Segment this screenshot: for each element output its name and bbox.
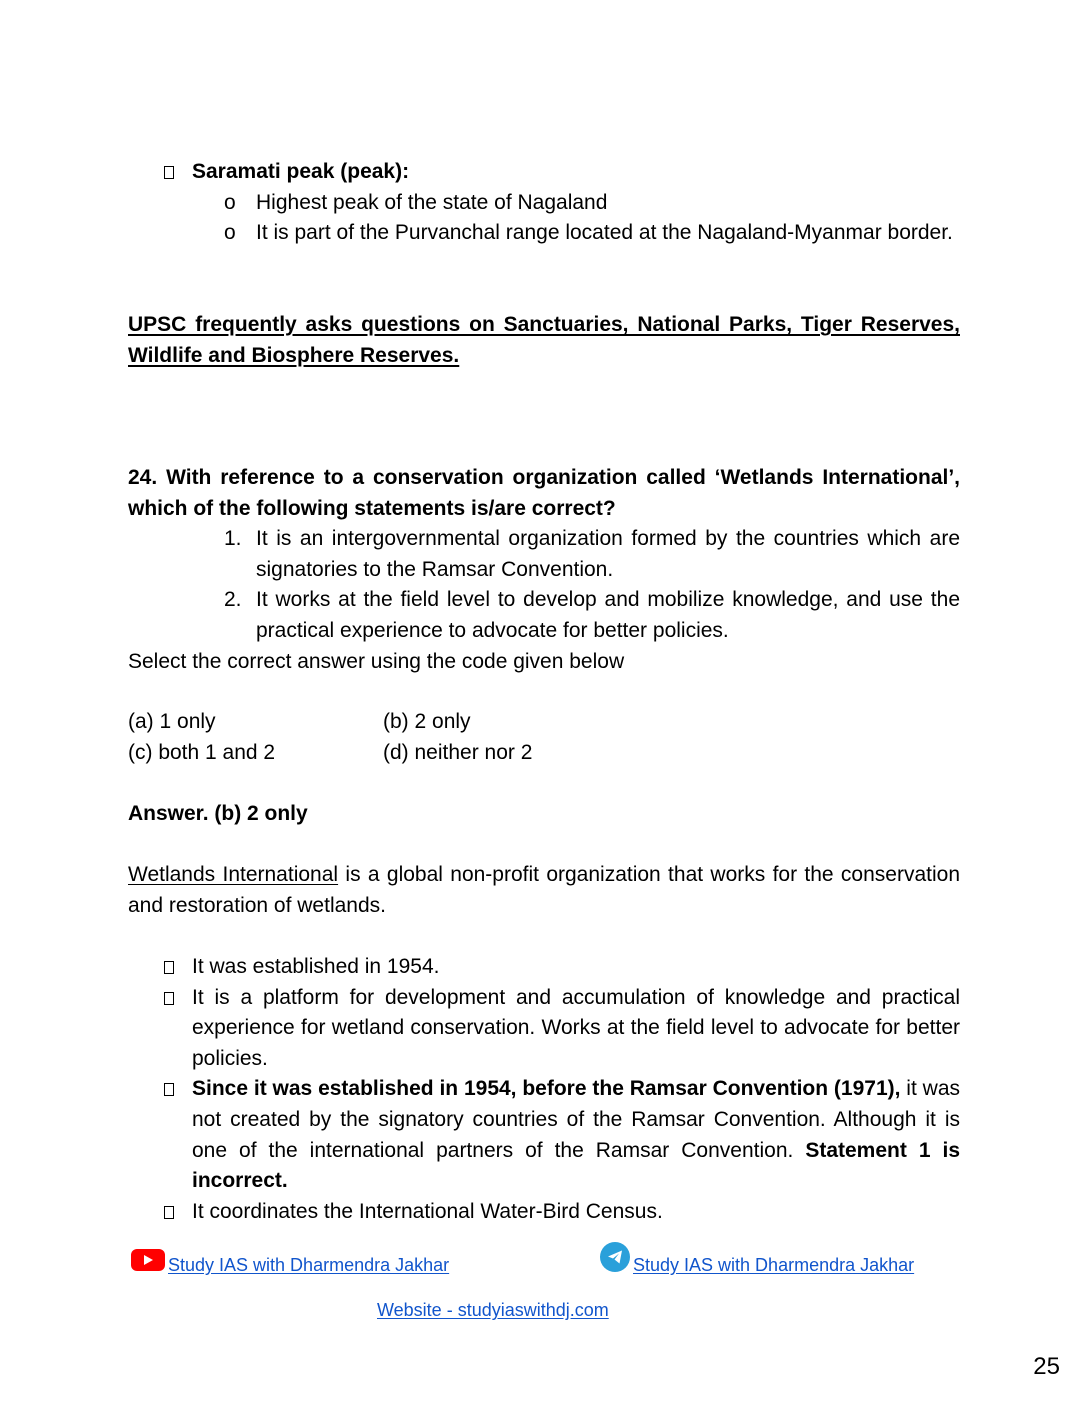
question-number: 24. [128,466,158,489]
wetlands-international-link[interactable]: Wetlands International [128,863,339,886]
circle-bullet-icon: o [224,190,236,214]
statement-item [128,585,960,646]
saramati-point: Highest peak of the state of Nagaland [256,190,608,214]
telegram-icon[interactable] [600,1242,630,1272]
square-bullet-icon [164,992,174,1005]
bullet-item [128,952,960,983]
bullet-item [128,1074,960,1196]
bullet-item [128,983,960,1075]
answer-options [128,707,728,768]
page-number: 25 [1033,1353,1060,1380]
saramati-point: It is part of the Purvanchal range located at the Nagaland-Myanmar border. [256,221,953,245]
upsc-note: UPSC frequently asks questions on Sanctuaries, National Parks, Tiger Reserves, Wildlife and Biosphere Reserves. [128,313,960,367]
sub-bullet-item [128,218,960,249]
bullet-text-bold: Since it was established in 1954, before the Ramsar Convention (1971), [192,1077,901,1101]
question-section [128,463,960,677]
saramati-section [128,157,960,249]
square-bullet-icon [164,1083,174,1096]
bullet-text-bold: Statement 1 is incorrect. [192,1138,961,1193]
bullet-text: It coordinates the International Water-Bird Census. [192,1199,663,1223]
option-b: (b) 2 only [383,710,471,733]
question-text [128,463,960,524]
option-c: (c) both 1 and 2 [128,740,276,764]
square-bullet-icon [164,1206,174,1219]
square-bullet-icon [164,961,174,974]
youtube-icon[interactable] [131,1249,165,1271]
bullet-item [128,1197,960,1228]
intro-text: is a global non-profit organization that works for the conservation and restoration of wetlands. [128,863,960,917]
circle-bullet-icon: o [224,221,236,245]
saramati-heading: Saramati peak (peak): [192,160,410,183]
statement-number: 1. [224,527,242,551]
statement-text: It is an intergovernmental organization formed by the countries which are signatories to the Ramsar Convention. [256,527,960,581]
option-d: (d) neither nor 2 [383,740,533,764]
explanation-bullets [128,952,960,1227]
website-link[interactable]: Website - studyiaswithdj.com [377,1300,609,1320]
bullet-text: It is a platform for development and accumulation of knowledge and practical experience for wetland conservation. Works at the field level to advocate for better policies. [192,985,960,1070]
statement-text: It works at the field level to develop and mobilize knowledge, and use the practical experience to advocate for better policies. [256,588,960,642]
answer-text: Answer. (b) 2 only [128,802,308,825]
statement-number: 2. [224,588,242,612]
telegram-channel-link[interactable]: Study IAS with Dharmendra Jakhar [633,1255,915,1275]
sub-bullet-item [128,188,960,219]
question-body: With reference to a conservation organization called ‘Wetlands International’, which of the following statements is/are correct? [128,466,961,520]
youtube-channel-link[interactable]: Study IAS with Dharmendra Jakhar [168,1255,450,1275]
explanation-intro [128,860,960,921]
bullet-text: It was established in 1954. [192,955,440,978]
bullet-item [128,157,960,188]
statement-item [128,524,960,585]
option-a: (a) 1 only [128,710,216,733]
bullet-text: it was not created by the signatory countries of the Ramsar Convention. Although it is one of the international partners of the Ramsar Convention. [192,1077,960,1162]
square-bullet-icon [164,166,174,179]
question-instruction: Select the correct answer using the code given below [128,649,625,673]
